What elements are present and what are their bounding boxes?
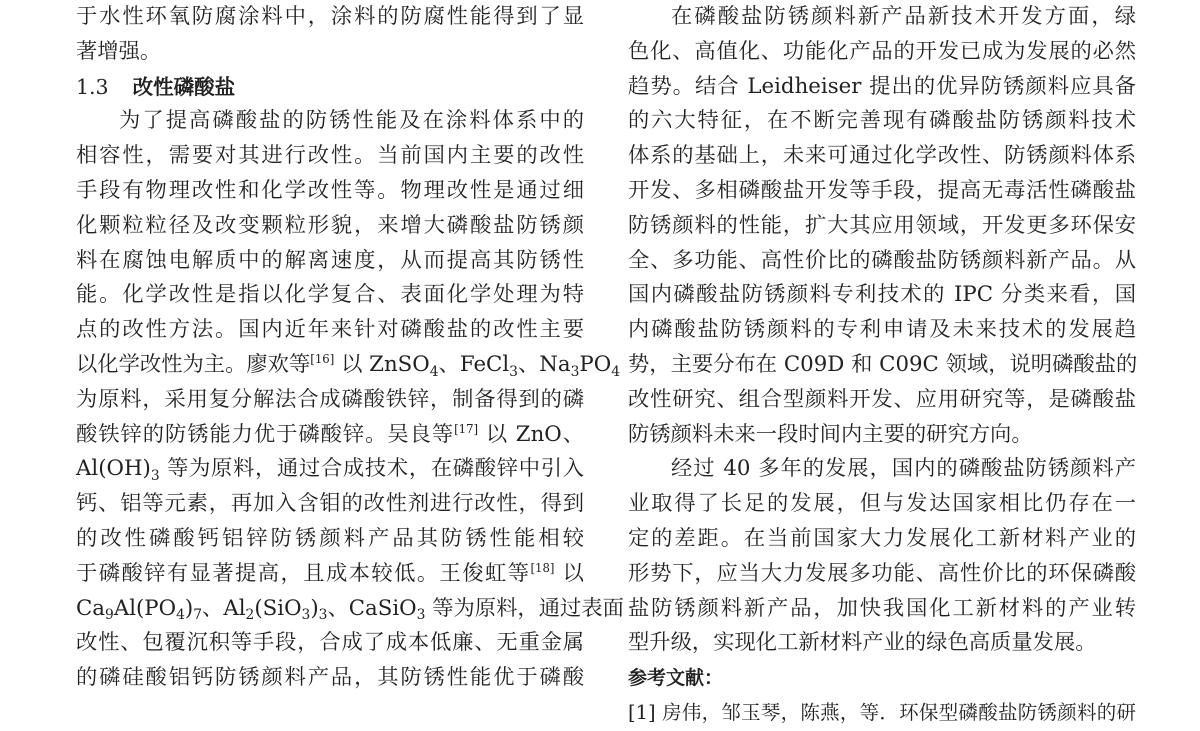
text-run: Al(PO bbox=[113, 595, 177, 621]
section-heading bbox=[76, 70, 584, 105]
text-line: 于水性环氧防腐涂料中，涂料的防腐性能得到了显 bbox=[76, 4, 584, 29]
citation-18: [18] bbox=[530, 561, 555, 576]
text-line: 国内磷酸盐防锈颜料专利技术的 IPC 分类来看，国 bbox=[628, 282, 1136, 308]
text-line: 体系的基础上，未来可通过化学改性、防锈颜料体系 bbox=[628, 143, 1136, 169]
text-line: 为原料，采用复分解法合成磷酸铁锌，制备得到的磷 bbox=[76, 386, 584, 412]
text-line: 势，主要分布在 C09D 和 C09C 领域，说明磷酸盐的 bbox=[628, 351, 1138, 377]
text-line: 内磷酸盐防锈颜料的专利申请及未来技术的发展趋 bbox=[628, 317, 1136, 343]
text-run: PO bbox=[579, 351, 612, 377]
text-line: 点的改性方法。国内近年来针对磷酸盐的改性主要 bbox=[76, 317, 584, 343]
text-run: Al(OH) bbox=[76, 456, 151, 482]
subscript: 3 bbox=[570, 363, 580, 380]
subscript: 3 bbox=[416, 607, 426, 624]
text-line: 在磷酸盐防锈颜料新产品新技术开发方面，绿 bbox=[671, 4, 1136, 29]
text-line: 为了提高磷酸盐的防锈性能及在涂料体系中的 bbox=[119, 108, 584, 134]
text-run: 于磷酸锌有显著提高，且成本较低。王俊虹等 bbox=[76, 560, 531, 586]
text-line: 形势下，应当大力发展多功能、高性价比的环保磷酸 bbox=[628, 560, 1136, 586]
subscript: 3 bbox=[301, 607, 311, 624]
text-line: 的改性磷酸钙铝锌防锈颜料产品其防锈性能相较 bbox=[76, 525, 584, 551]
text-line: 型升级，实现化工新材料产业的绿色高质量发展。 bbox=[628, 630, 1097, 656]
text-line: 手段有物理改性和化学改性等。物理改性是通过细 bbox=[76, 177, 584, 203]
subscript: 3 bbox=[318, 607, 328, 624]
references-heading: 参考文献： bbox=[628, 667, 724, 690]
text-run: 以 ZnSO bbox=[334, 351, 430, 377]
text-line: 改性、包覆沉积等手段，合成了成本低廉、无重金属 bbox=[76, 630, 584, 656]
text-line bbox=[76, 348, 621, 383]
text-line: 防锈颜料的性能，扩大其应用领域，开发更多环保安 bbox=[628, 212, 1136, 238]
text-line: 定的差距。在当前国家大力发展化工新材料产业的 bbox=[628, 525, 1136, 551]
text-run: (SiO bbox=[254, 595, 302, 621]
text-line: 色化、高值化、功能化产品的开发已成为发展的必然 bbox=[628, 38, 1136, 64]
text-line: 全、多功能、高性价比的磷酸盐防锈颜料新产品。从 bbox=[628, 247, 1136, 273]
subscript: 2 bbox=[245, 607, 255, 624]
text-line bbox=[76, 592, 624, 627]
text-run: 等为原料，通过合成技术，在磷酸锌中引入 bbox=[159, 456, 584, 482]
text-run: 以 ZnO、 bbox=[478, 421, 584, 447]
text-run: Ca bbox=[76, 595, 105, 621]
text-line: 盐防锈颜料新产品，加快我国化工新材料的产业转 bbox=[628, 595, 1136, 621]
text-run: 等为原料，通过表面 bbox=[425, 595, 624, 621]
subscript: 4 bbox=[176, 607, 185, 624]
text-line bbox=[76, 452, 584, 487]
subscript: 4 bbox=[429, 363, 439, 380]
section-number: 1.3 bbox=[76, 74, 109, 99]
subscript: 9 bbox=[105, 607, 114, 624]
text-line: 化颗粒粒径及改变颗粒形貌，来增大磷酸盐防锈颜 bbox=[76, 212, 584, 238]
text-run: 以化学改性为主。廖欢等 bbox=[76, 351, 311, 377]
text-line: 经过 40 多年的发展，国内的磷酸盐防锈颜料产 bbox=[671, 456, 1136, 482]
text-line: 著增强。 bbox=[76, 38, 162, 64]
subscript: 7 bbox=[193, 607, 203, 624]
reference-item: [1] 房伟，邹玉琴，陈燕，等．环保型磷酸盐防锈颜料的研 bbox=[628, 700, 1136, 724]
text-run: 、Al bbox=[202, 595, 246, 621]
text-run: 、CaSiO bbox=[327, 595, 417, 621]
subscript: 4 bbox=[611, 363, 621, 380]
text-run: ) bbox=[184, 595, 194, 621]
text-line bbox=[76, 557, 584, 592]
citation-16: [16] bbox=[310, 352, 335, 367]
text-line: 防锈颜料未来一段时间内主要的研究方向。 bbox=[628, 421, 1033, 447]
subscript: 3 bbox=[509, 363, 518, 380]
text-line bbox=[76, 418, 584, 453]
text-line: 的磷硅酸铝钙防锈颜料产品，其防锈性能优于磷酸 bbox=[76, 665, 584, 691]
text-line: 开发、多相磷酸盐开发等手段，提高无毒活性磷酸盐 bbox=[628, 177, 1136, 203]
text-run: 、Na bbox=[517, 351, 571, 377]
section-title: 改性磷酸盐 bbox=[132, 74, 236, 99]
text-line: 改性研究、组合型颜料开发、应用研究等，是磷酸盐 bbox=[628, 386, 1136, 412]
text-run: ) bbox=[310, 595, 319, 621]
left-column bbox=[76, 0, 624, 696]
text-line: 能。化学改性是指以化学复合、表面化学处理为特 bbox=[76, 282, 584, 308]
text-line: 钙、铝等元素，再加入含钼的改性剂进行改性，得到 bbox=[76, 491, 584, 517]
citation-17: [17] bbox=[454, 421, 479, 436]
text-line: 相容性，需要对其进行改性。当前国内主要的改性 bbox=[76, 143, 584, 169]
text-run: 酸铁锌的防锈能力优于磷酸锌。吴良等 bbox=[76, 421, 455, 447]
subscript: 3 bbox=[150, 468, 160, 485]
text-line: 料在腐蚀电解质中的解离速度，从而提高其防锈性 bbox=[76, 247, 584, 273]
text-line: 趋势。结合 Leidheiser 提出的优异防锈颜料应具备 bbox=[628, 73, 1136, 99]
text-run: 、FeCl bbox=[438, 351, 510, 377]
text-line: 的六大特征，在不断完善现有磷酸盐防锈颜料技术 bbox=[628, 108, 1136, 134]
text-run: 以 bbox=[554, 560, 584, 586]
text-line: 业取得了长足的发展，但与发达国家相比仍存在一 bbox=[628, 491, 1136, 517]
right-column bbox=[628, 0, 1136, 731]
